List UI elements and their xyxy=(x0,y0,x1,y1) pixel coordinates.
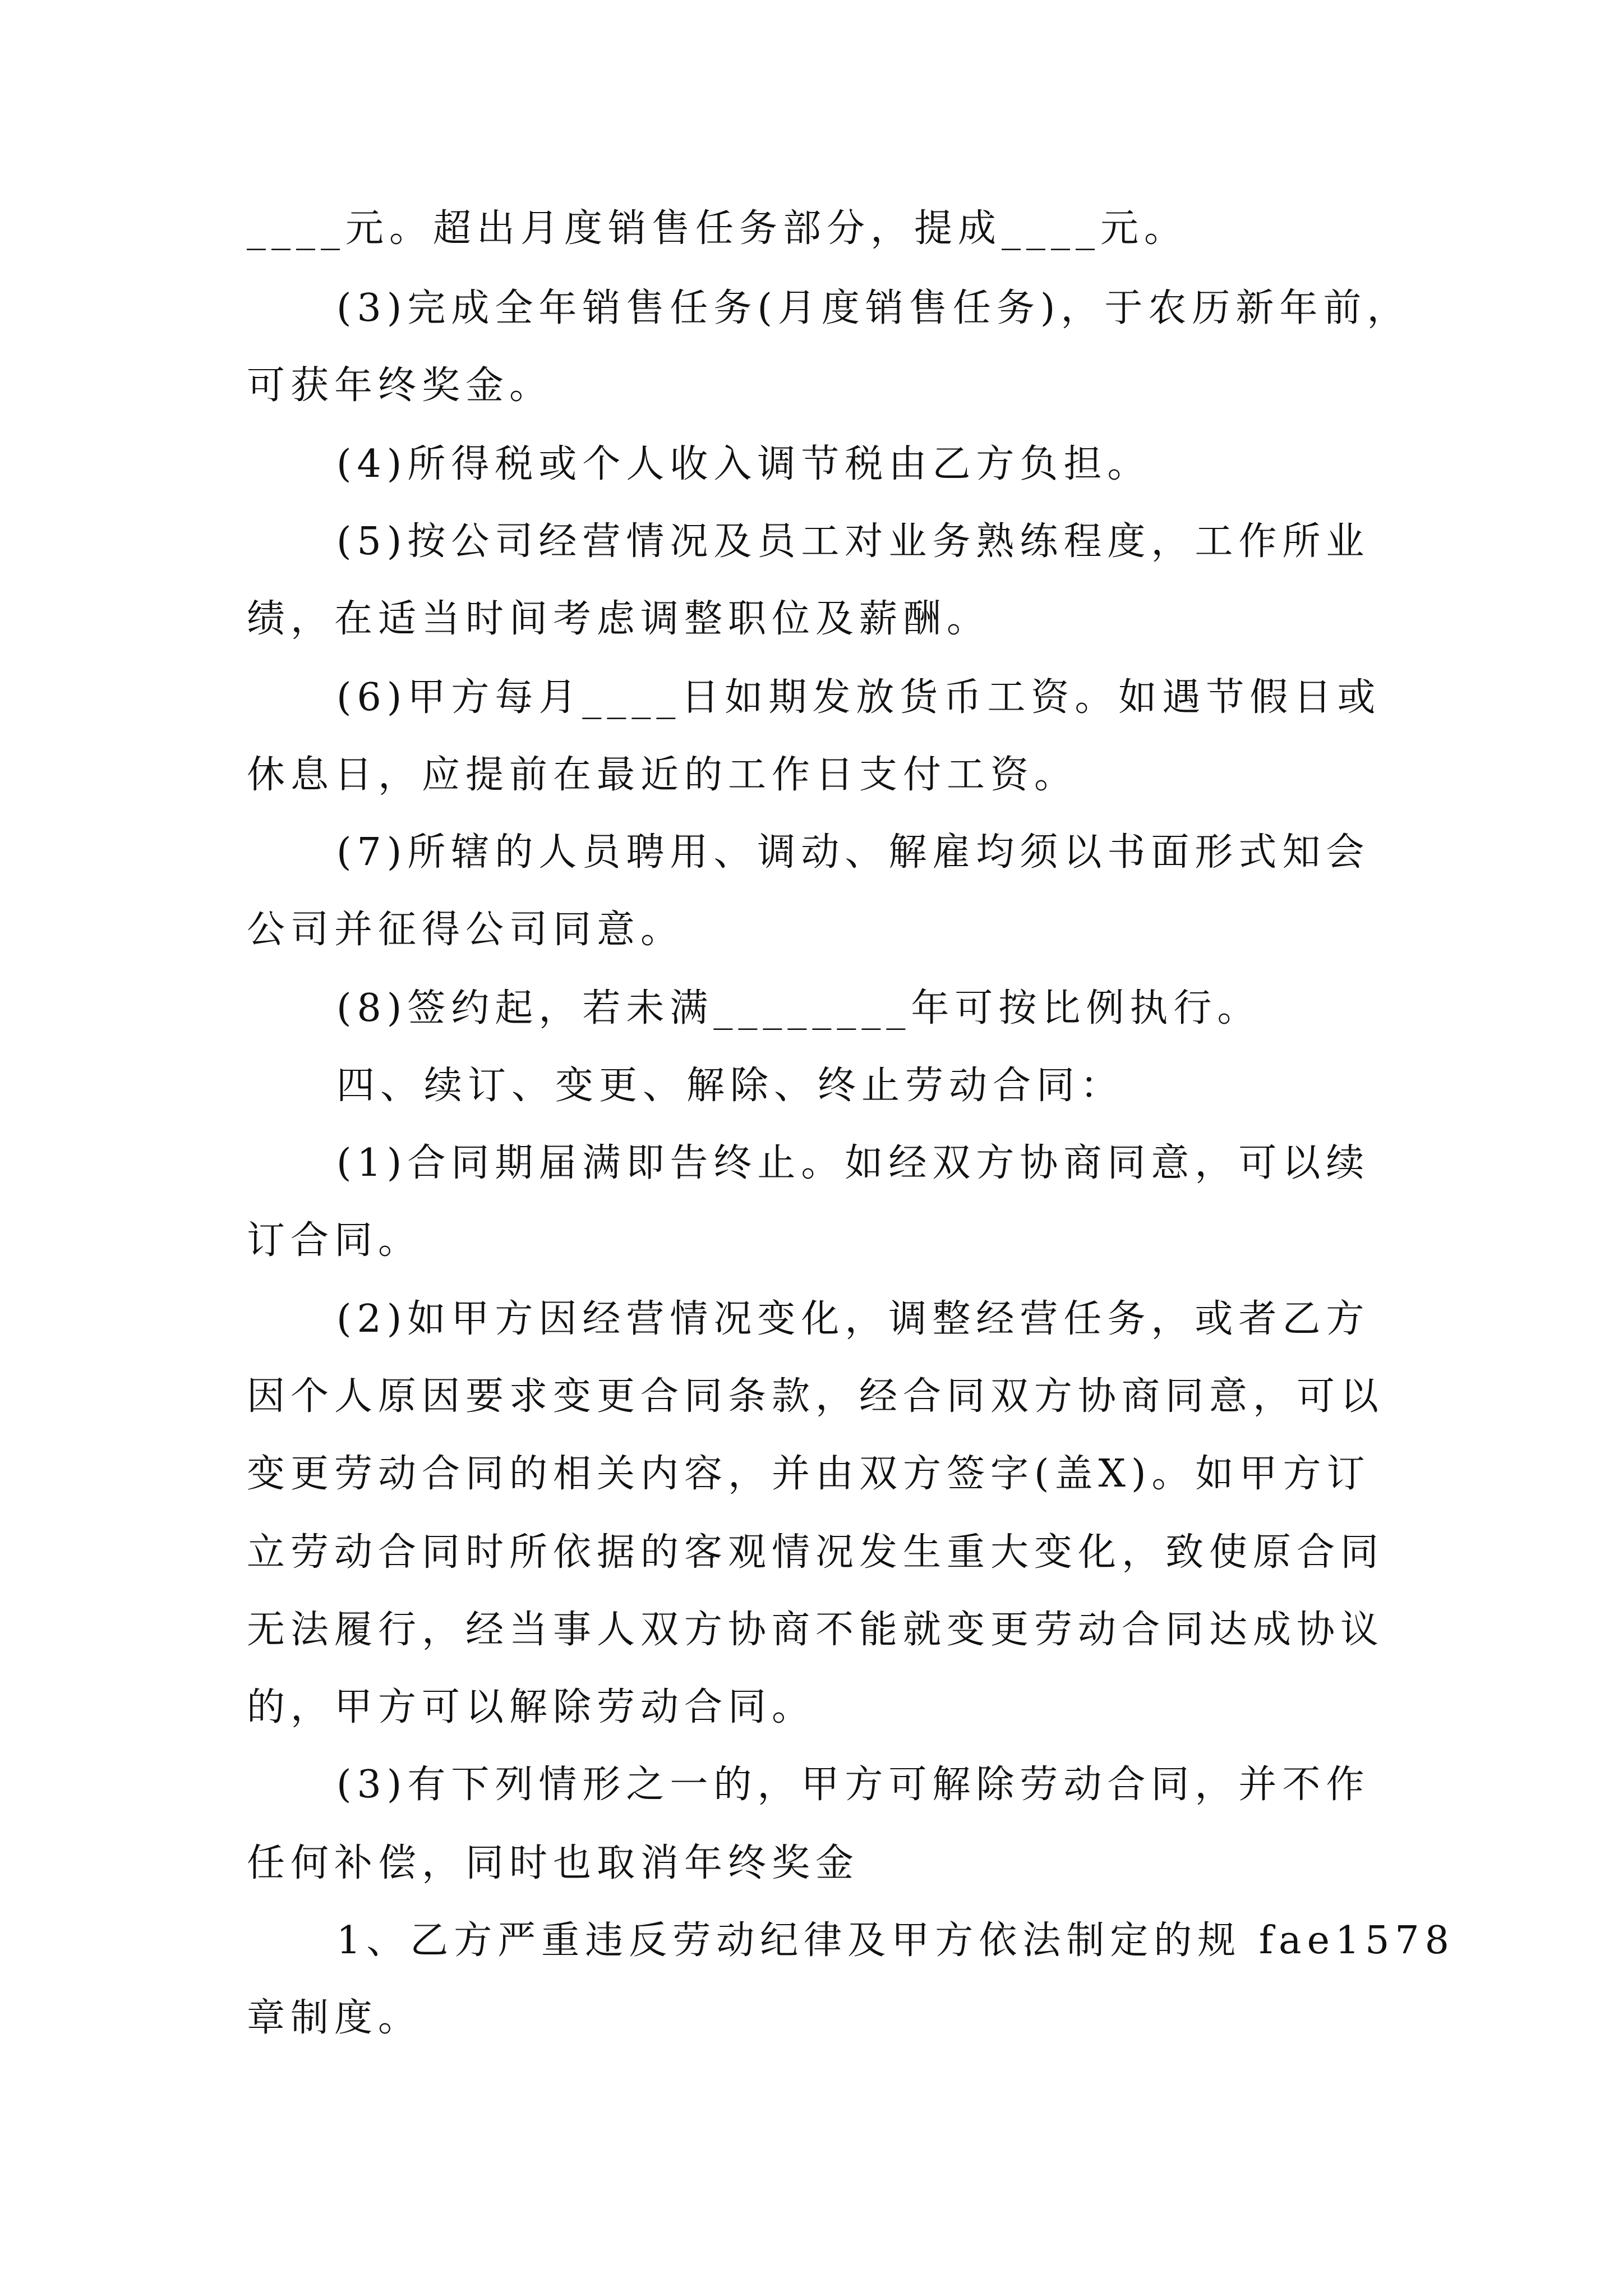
text-line: (3)有下列情形之一的，甲方可解除劳动合同，并不作 xyxy=(336,1763,1370,1807)
text-line: (7)所辖的人员聘用、调动、解雇均须以书面形式知会 xyxy=(336,830,1370,875)
text-line: 因个人原因要求变更合同条款，经合同双方协商同意，可以 xyxy=(247,1374,1385,1419)
text-line: 休息日，应提前在最近的工作日支付工资。 xyxy=(247,753,1078,797)
text-line: ____元。超出月度销售任务部分，提成____元。 xyxy=(247,206,1188,251)
text-line: (6)甲方每月____日如期发放货币工资。如遇节假日或 xyxy=(336,675,1381,720)
text-line: 1、乙方严重违反劳动纪律及甲方依法制定的规 fae1578 xyxy=(336,1918,1455,1963)
text-line: 的，甲方可以解除劳动合同。 xyxy=(247,1685,816,1729)
text-line: 立劳动合同时所依据的客观情况发生重大变化，致使原合同 xyxy=(247,1530,1385,1575)
text-line: (5)按公司经营情况及员工对业务熟练程度，工作所业 xyxy=(336,519,1370,564)
text-line: (3)完成全年销售任务(月度销售任务)，于农历新年前， xyxy=(336,286,1411,330)
text-line: (8)签约起，若未满________年可按比例执行。 xyxy=(336,986,1261,1030)
text-line: 可获年终奖金。 xyxy=(247,364,554,408)
text-line: 公司并征得公司同意。 xyxy=(247,908,685,952)
text-line: 绩，在适当时间考虑调整职位及薪酬。 xyxy=(247,597,991,641)
text-line: (4)所得税或个人收入调节税由乙方负担。 xyxy=(336,442,1151,486)
text-line: (1)合同期届满即告终止。如经双方协商同意，可以续 xyxy=(336,1141,1370,1185)
text-line: 任何补偿，同时也取消年终奖金 xyxy=(247,1841,860,1885)
text-line: 订合同。 xyxy=(247,1218,422,1263)
text-line: 无法履行，经当事人双方协商不能就变更劳动合同达成协议 xyxy=(247,1608,1385,1652)
section-heading: 四、续订、变更、解除、终止劳动合同： xyxy=(336,1064,1124,1108)
text-line: 章制度。 xyxy=(247,1996,422,2040)
text-line: (2)如甲方因经营情况变化，调整经营任务，或者乙方 xyxy=(336,1297,1370,1341)
text-line: 变更劳动合同的相关内容，并由双方签字(盖X)。如甲方订 xyxy=(247,1452,1371,1496)
